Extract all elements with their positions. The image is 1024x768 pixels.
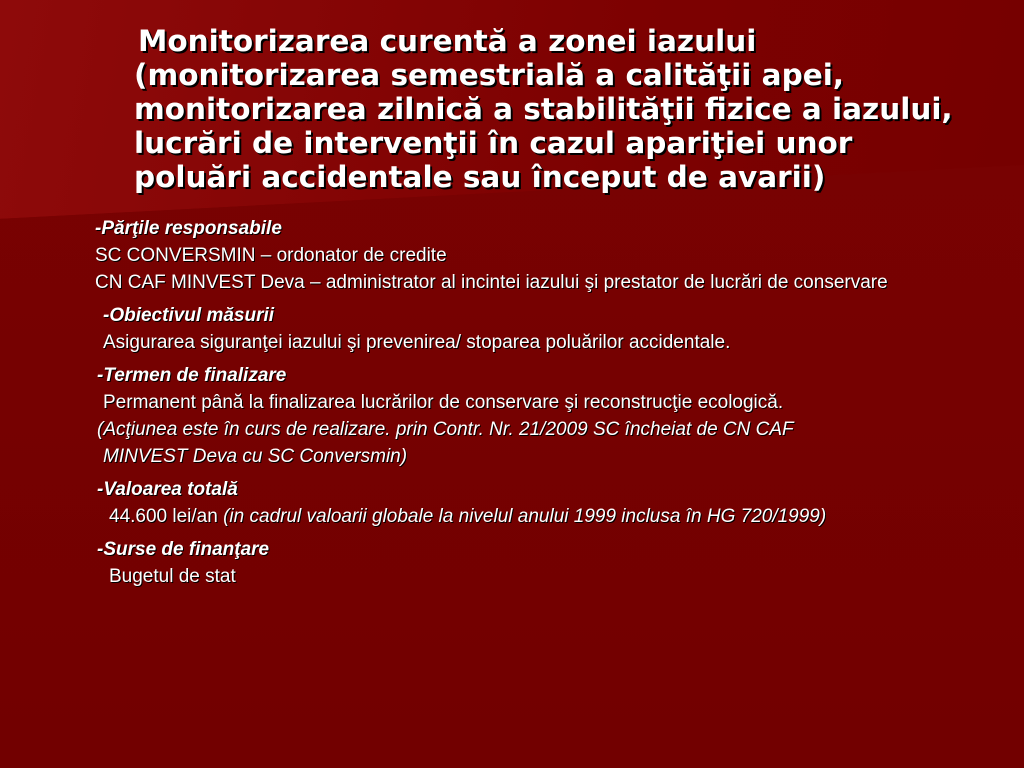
responsible-party-1: SC CONVERSMIN – ordonator de credite <box>95 245 447 266</box>
section-responsible-parties <box>95 215 935 296</box>
slide-content <box>95 215 935 590</box>
total-value-text <box>97 503 935 530</box>
responsible-parties-heading: -Părţile responsabile <box>95 218 282 239</box>
funding-sources-heading: -Surse de finanţare <box>97 539 270 560</box>
objective-text: Asigurarea siguranţei iazului şi prevenirea/ stoparea poluărilor accidentale. <box>103 332 731 353</box>
title-line-rest: (monitorizarea semestrială a calităţii apei, monitorizarea zilnică a stabilităţii fizice a iazului, lucrări de intervenţii în cazul apariţiei unor poluări accidentale sau început de avarii) <box>134 58 953 194</box>
section-total-value <box>95 476 935 530</box>
section-objective <box>95 302 935 356</box>
section-deadline <box>95 362 935 470</box>
total-value-note: (in cadrul valoarii globale la nivelul anului 1999 inclusa în HG 720/1999) <box>223 506 827 527</box>
deadline-text: Permanent până la finalizarea lucrărilor de conservare şi reconstrucţie ecologică. <box>103 392 784 413</box>
total-value-amount: 44.600 lei/an <box>109 506 218 527</box>
title-line-1: Monitorizarea curentă a zonei iazului <box>138 24 757 58</box>
deadline-note-1: (Acţiunea este în curs de realizare. prin Contr. Nr. 21/2009 SC încheiat de CN CAF <box>97 419 794 440</box>
deadline-heading: -Termen de finalizare <box>97 365 287 386</box>
section-funding-sources <box>95 536 935 590</box>
responsible-party-2: CN CAF MINVEST Deva – administrator al incintei iazului şi prestator de lucrări de conservare <box>95 272 888 293</box>
total-value-heading: -Valoarea totală <box>97 479 238 500</box>
slide-title <box>134 24 964 194</box>
deadline-note-2: MINVEST Deva cu SC Conversmin) <box>103 446 408 467</box>
objective-heading: -Obiectivul măsurii <box>103 305 275 326</box>
funding-source-text: Bugetul de stat <box>109 566 236 587</box>
